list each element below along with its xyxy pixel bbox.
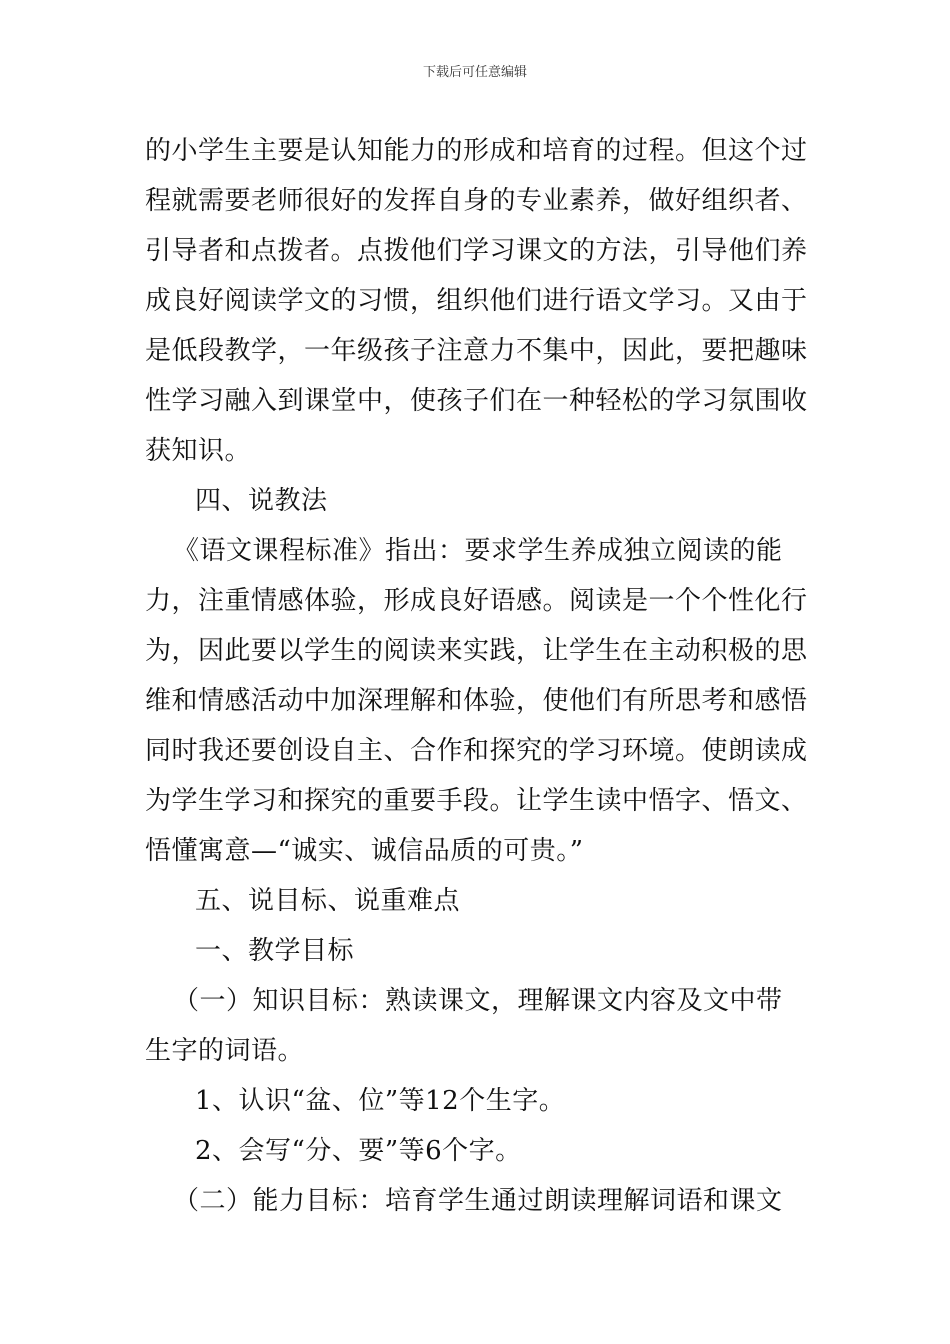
paragraph-line: （一）知识目标：熟读课文，理解课文内容及文中带: [173, 986, 783, 1016]
list-item: 2、会写“分、要”等6个字。: [195, 1136, 522, 1166]
paragraph-line: 力，注重情感体验，形成良好语感。阅读是一个个性化行: [145, 586, 808, 616]
paragraph-line: 《语文课程标准》指出：要求学生养成独立阅读的能: [173, 536, 783, 566]
subsection-heading: 一、教学目标: [195, 936, 355, 966]
paragraph-line: 的小学生主要是认知能力的形成和培育的过程。但这个过: [145, 136, 808, 166]
paragraph-line: 性学习融入到课堂中，使孩子们在一种轻松的学习氛围收: [145, 386, 808, 416]
paragraph-line: 是低段教学，一年级孩子注意力不集中，因此，要把趣味: [145, 336, 808, 366]
paragraph-line: （二）能力目标：培育学生通过朗读理解词语和课文: [173, 1186, 783, 1216]
section-heading: 四、说教法: [195, 486, 328, 516]
paragraph-line: 成良好阅读学文的习惯，组织他们进行语文学习。又由于: [145, 286, 808, 316]
paragraph-line: 程就需要老师很好的发挥自身的专业素养，做好组织者、: [145, 186, 808, 216]
section-heading: 五、说目标、说重难点: [195, 886, 461, 916]
document-body: [145, 126, 810, 1226]
page-header: 下载后可任意编辑: [422, 65, 527, 80]
paragraph-line: 引导者和点拨者。点拨他们学习课文的方法，引导他们养: [145, 236, 808, 266]
paragraph-line: 生字的词语。: [145, 1036, 305, 1066]
paragraph-line: 同时我还要创设自主、合作和探究的学习环境。使朗读成: [145, 736, 808, 766]
paragraph-line: 悟懂寓意—“诚实、诚信品质的可贵。”: [145, 836, 584, 866]
paragraph-line: 获知识。: [145, 436, 252, 466]
paragraph-line: 为学生学习和探究的重要手段。让学生读中悟字、悟文、: [145, 786, 808, 816]
list-item: 1、认识“盆、位”等12个生字。: [195, 1086, 566, 1116]
paragraph-line: 维和情感活动中加深理解和体验，使他们有所思考和感悟: [145, 686, 808, 716]
paragraph-line: 为，因此要以学生的阅读来实践，让学生在主动积极的思: [145, 636, 808, 666]
